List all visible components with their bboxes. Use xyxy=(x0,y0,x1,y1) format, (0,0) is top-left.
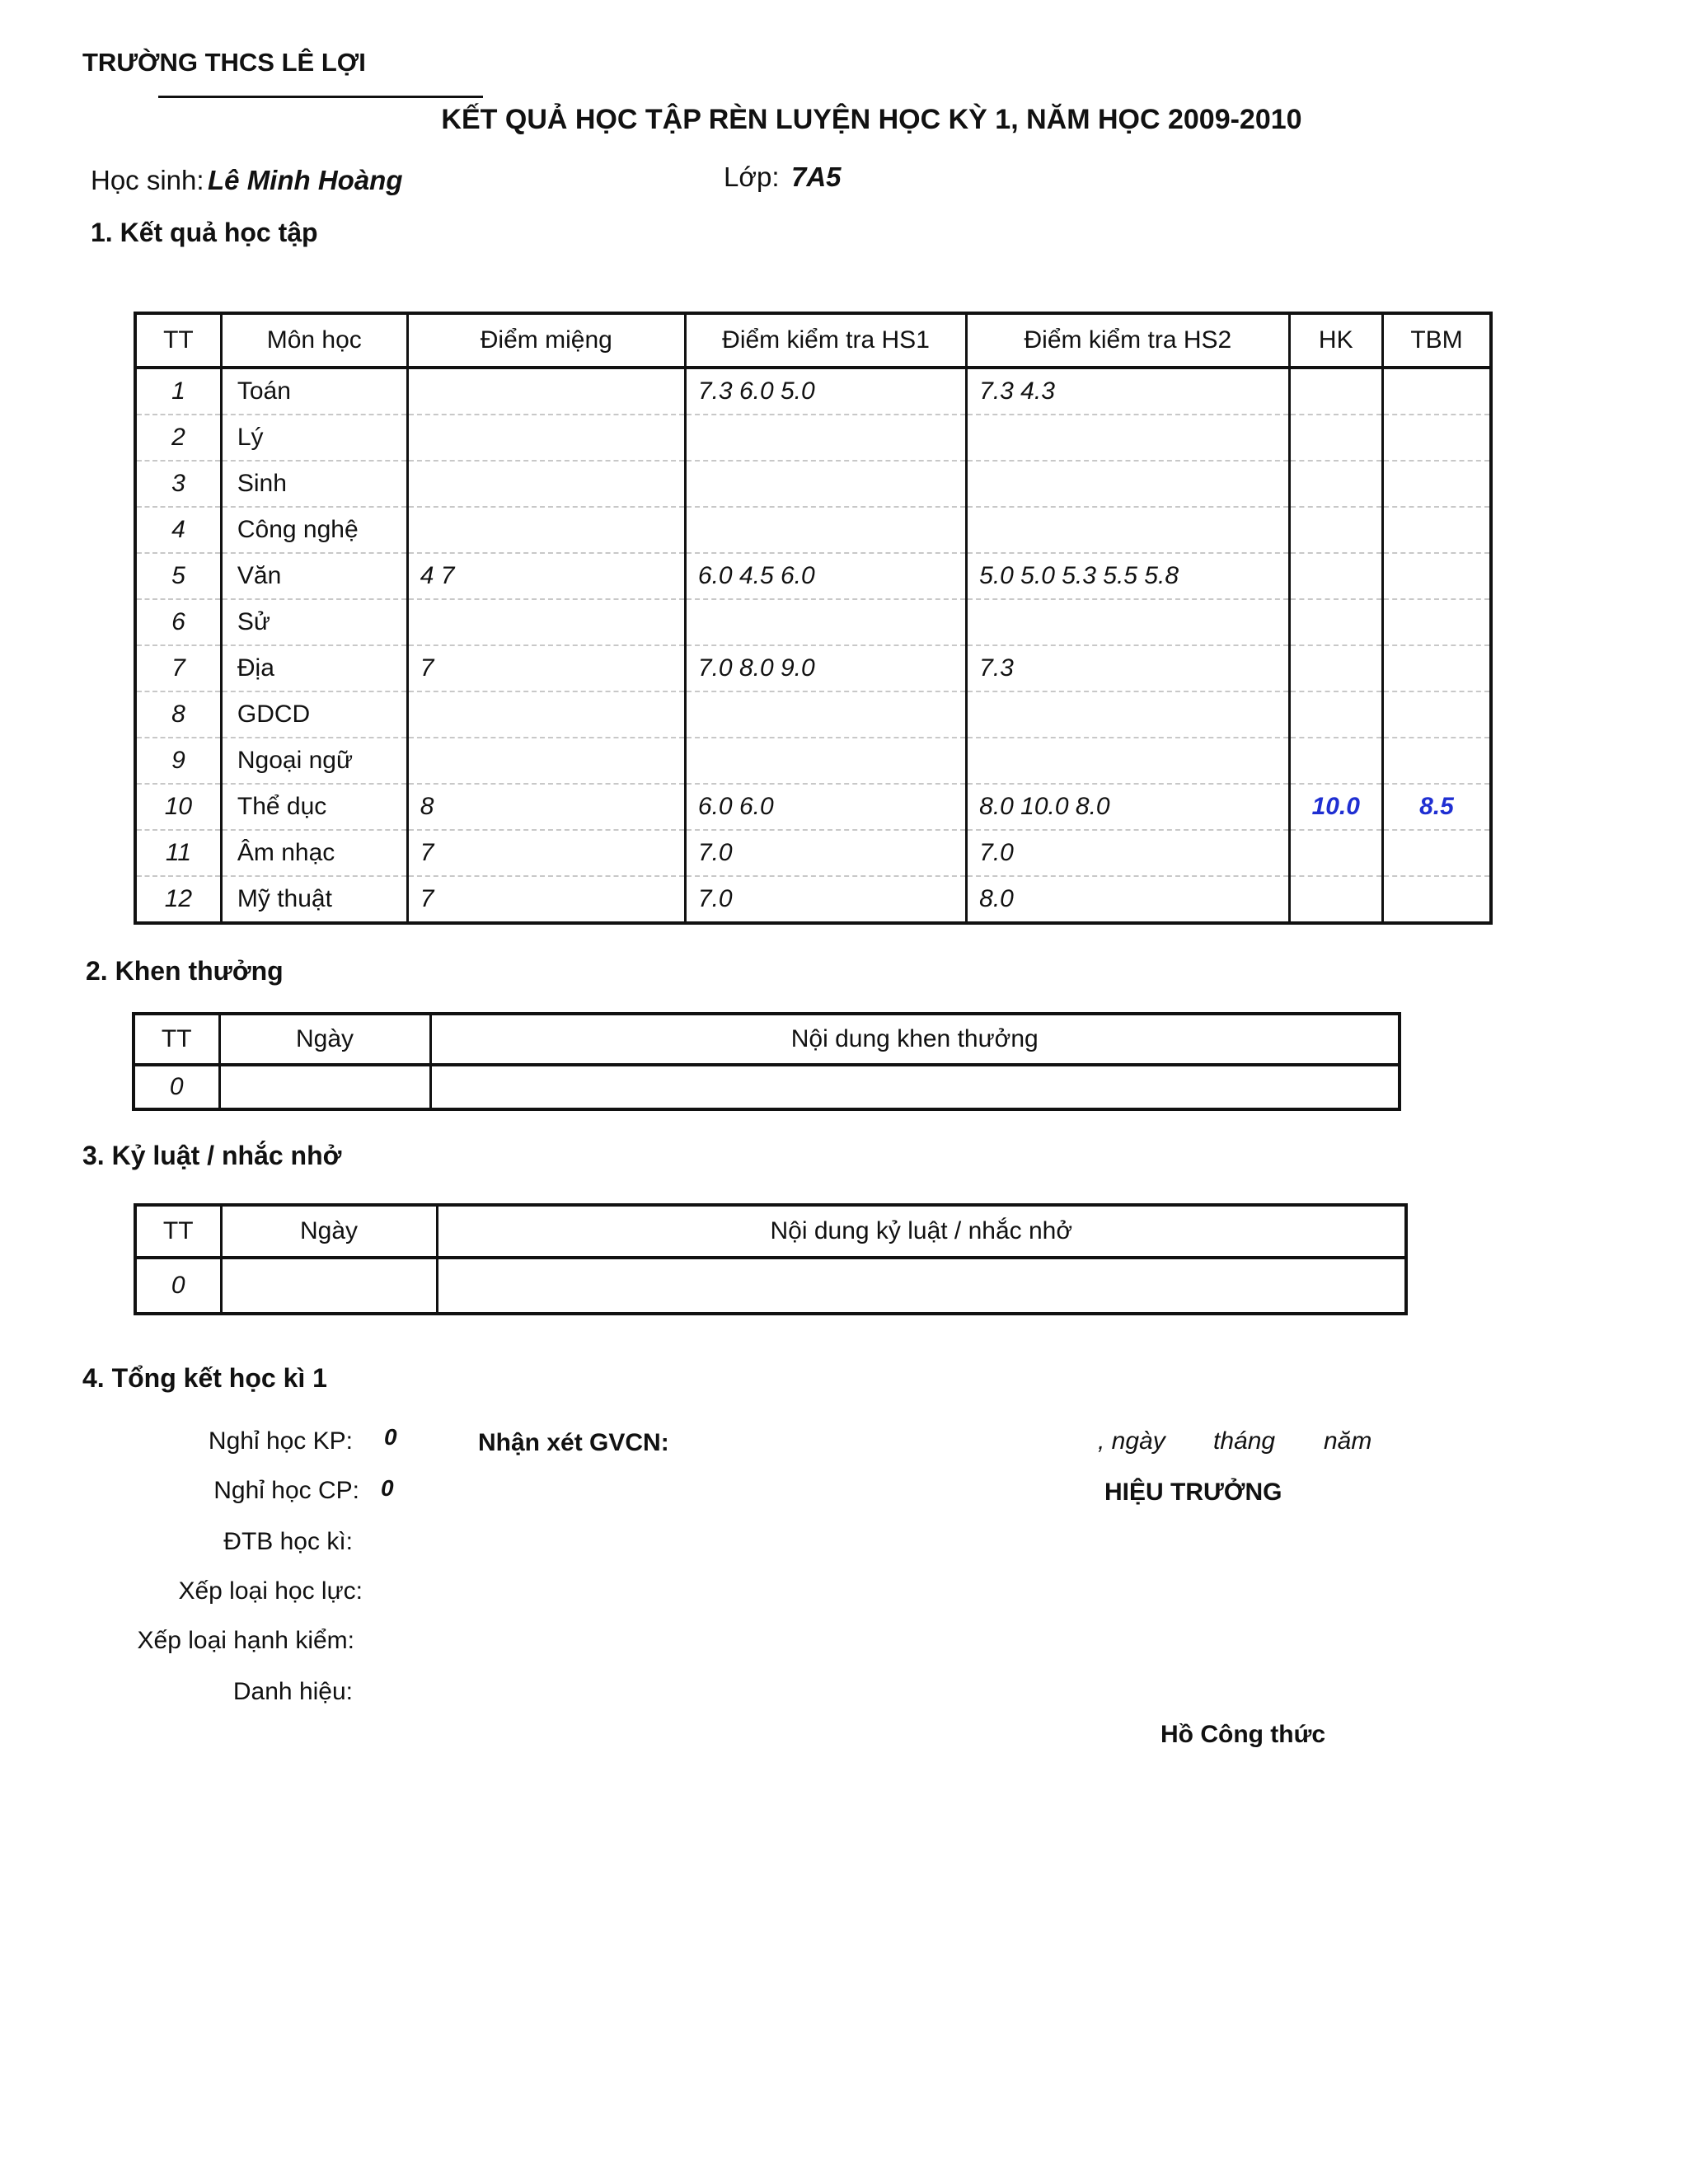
oral-scores: 7 xyxy=(407,830,685,876)
oral-scores: 7 xyxy=(407,645,685,691)
hs2-scores: 8.0 10.0 8.0 xyxy=(967,784,1289,830)
grades-header-row xyxy=(135,313,1491,368)
row-number: 4 xyxy=(135,507,221,553)
hs2-scores: 7.3 4.3 xyxy=(967,368,1289,415)
table-row xyxy=(135,876,1491,923)
hk-score: 10.0 xyxy=(1289,784,1382,830)
hs1-scores xyxy=(685,415,966,461)
tbm-score xyxy=(1382,553,1491,599)
subject-name: Địa xyxy=(221,645,407,691)
tbm-score xyxy=(1382,507,1491,553)
table-row xyxy=(135,553,1491,599)
rewards-row-content xyxy=(430,1065,1400,1109)
oral-scores: 4 7 xyxy=(407,553,685,599)
subject-name: Ngoại ngữ xyxy=(221,738,407,784)
subject-name: Thể dục xyxy=(221,784,407,830)
school-underline xyxy=(158,96,483,98)
oral-scores xyxy=(407,691,685,738)
conduct-rank-label: Xếp loại hạnh kiểm: xyxy=(137,1627,354,1654)
academic-rank-label: Xếp loại học lực: xyxy=(178,1577,363,1605)
hk-score xyxy=(1289,507,1382,553)
discipline-col-content: Nội dung kỷ luật / nhắc nhở xyxy=(437,1205,1406,1258)
table-row xyxy=(135,461,1491,507)
tbm-score: 8.5 xyxy=(1382,784,1491,830)
table-row xyxy=(135,830,1491,876)
hs2-scores: 7.0 xyxy=(967,830,1289,876)
principal-title: HIỆU TRƯỞNG xyxy=(1104,1479,1282,1506)
gpa-label: ĐTB học kì: xyxy=(223,1528,353,1555)
hs1-scores: 6.0 6.0 xyxy=(685,784,966,830)
table-row xyxy=(135,415,1491,461)
absent-kp-value: 0 xyxy=(384,1424,397,1450)
section-2-title: 2. Khen thưởng xyxy=(86,956,284,986)
row-number: 10 xyxy=(135,784,221,830)
subject-name: Toán xyxy=(221,368,407,415)
rewards-col-content: Nội dung khen thưởng xyxy=(430,1014,1400,1065)
hk-score xyxy=(1289,830,1382,876)
class-info xyxy=(724,162,842,193)
table-row xyxy=(135,368,1491,415)
tbm-score xyxy=(1382,830,1491,876)
hs2-scores xyxy=(967,738,1289,784)
rewards-table xyxy=(132,1012,1401,1111)
discipline-row-date xyxy=(221,1258,437,1314)
subject-name: Lý xyxy=(221,415,407,461)
hs2-scores: 7.3 xyxy=(967,645,1289,691)
tbm-score xyxy=(1382,415,1491,461)
row-number: 8 xyxy=(135,691,221,738)
hk-score xyxy=(1289,599,1382,645)
tbm-score xyxy=(1382,876,1491,923)
oral-scores xyxy=(407,415,685,461)
discipline-col-date: Ngày xyxy=(221,1205,437,1258)
rewards-row-tt: 0 xyxy=(134,1065,219,1109)
student-name: Lê Minh Hoàng xyxy=(208,165,403,195)
oral-scores xyxy=(407,599,685,645)
oral-scores xyxy=(407,461,685,507)
oral-scores: 7 xyxy=(407,876,685,923)
col-header-tbm: TBM xyxy=(1382,313,1491,368)
hs1-scores xyxy=(685,738,966,784)
row-number: 7 xyxy=(135,645,221,691)
hs1-scores xyxy=(685,599,966,645)
class-value: 7A5 xyxy=(790,162,842,192)
discipline-row-content xyxy=(437,1258,1406,1314)
hs1-scores: 7.0 xyxy=(685,830,966,876)
table-row xyxy=(135,738,1491,784)
hs2-scores: 5.0 5.0 5.3 5.5 5.8 xyxy=(967,553,1289,599)
class-label: Lớp: xyxy=(724,162,780,192)
subject-name: Công nghệ xyxy=(221,507,407,553)
student-info xyxy=(91,165,403,196)
row-number: 3 xyxy=(135,461,221,507)
tbm-score xyxy=(1382,691,1491,738)
table-row xyxy=(135,507,1491,553)
discipline-table xyxy=(134,1203,1408,1315)
principal-name: Hồ Công thức xyxy=(1160,1721,1326,1748)
section-4-title: 4. Tổng kết học kì 1 xyxy=(82,1363,327,1393)
hk-score xyxy=(1289,876,1382,923)
discipline-col-tt: TT xyxy=(135,1205,221,1258)
tbm-score xyxy=(1382,645,1491,691)
rewards-col-tt: TT xyxy=(134,1014,219,1065)
absent-cp-value: 0 xyxy=(381,1475,394,1501)
row-number: 2 xyxy=(135,415,221,461)
hk-score xyxy=(1289,368,1382,415)
hs2-scores xyxy=(967,507,1289,553)
subject-name: Mỹ thuật xyxy=(221,876,407,923)
teacher-comment-label: Nhận xét GVCN: xyxy=(478,1429,669,1456)
hs2-scores xyxy=(967,461,1289,507)
table-row xyxy=(134,1065,1400,1109)
student-name-label: Học sinh: xyxy=(91,165,204,195)
hs1-scores xyxy=(685,691,966,738)
hs2-scores xyxy=(967,415,1289,461)
school-name: TRƯỜNG THCS LÊ LỢI xyxy=(82,48,366,77)
subject-name: Văn xyxy=(221,553,407,599)
oral-scores: 8 xyxy=(407,784,685,830)
row-number: 1 xyxy=(135,368,221,415)
row-number: 6 xyxy=(135,599,221,645)
table-row xyxy=(135,784,1491,830)
hs2-scores xyxy=(967,691,1289,738)
hs2-scores xyxy=(967,599,1289,645)
col-header-hs1: Điểm kiểm tra HS1 xyxy=(685,313,966,368)
col-header-tt: TT xyxy=(135,313,221,368)
row-number: 9 xyxy=(135,738,221,784)
hk-score xyxy=(1289,553,1382,599)
rewards-col-date: Ngày xyxy=(219,1014,430,1065)
oral-scores xyxy=(407,368,685,415)
date-month-label: tháng xyxy=(1213,1427,1276,1455)
hk-score xyxy=(1289,645,1382,691)
rewards-row-date xyxy=(219,1065,430,1109)
subject-name: Sinh xyxy=(221,461,407,507)
date-year-label: năm xyxy=(1324,1427,1372,1455)
hs2-scores: 8.0 xyxy=(967,876,1289,923)
tbm-score xyxy=(1382,461,1491,507)
section-1-title: 1. Kết quả học tập xyxy=(91,218,318,247)
hk-score xyxy=(1289,461,1382,507)
subject-name: Âm nhạc xyxy=(221,830,407,876)
discipline-header-row xyxy=(135,1205,1406,1258)
page-title: KẾT QUẢ HỌC TẬP RÈN LUYỆN HỌC KỲ 1, NĂM HỌC 2009-2010 xyxy=(441,104,1302,135)
col-header-subject: Môn học xyxy=(221,313,407,368)
date-day-label: , ngày xyxy=(1098,1427,1165,1455)
discipline-row-tt: 0 xyxy=(135,1258,221,1314)
col-header-hs2: Điểm kiểm tra HS2 xyxy=(967,313,1289,368)
subject-name: GDCD xyxy=(221,691,407,738)
hs1-scores: 7.0 8.0 9.0 xyxy=(685,645,966,691)
subject-name: Sử xyxy=(221,599,407,645)
absent-cp-label: Nghỉ học CP: xyxy=(213,1477,359,1504)
hs1-scores: 6.0 4.5 6.0 xyxy=(685,553,966,599)
row-number: 12 xyxy=(135,876,221,923)
tbm-score xyxy=(1382,599,1491,645)
award-title-label: Danh hiệu: xyxy=(232,1678,353,1705)
rewards-header-row xyxy=(134,1014,1400,1065)
tbm-score xyxy=(1382,368,1491,415)
row-number: 5 xyxy=(135,553,221,599)
hk-score xyxy=(1289,691,1382,738)
table-row xyxy=(135,691,1491,738)
hs1-scores xyxy=(685,507,966,553)
hs1-scores xyxy=(685,461,966,507)
oral-scores xyxy=(407,507,685,553)
hk-score xyxy=(1289,415,1382,461)
table-row xyxy=(135,599,1491,645)
tbm-score xyxy=(1382,738,1491,784)
section-3-title: 3. Kỷ luật / nhắc nhở xyxy=(82,1141,342,1170)
grades-table xyxy=(134,312,1493,925)
col-header-oral: Điểm miệng xyxy=(407,313,685,368)
hs1-scores: 7.3 6.0 5.0 xyxy=(685,368,966,415)
table-row xyxy=(135,1258,1406,1314)
row-number: 11 xyxy=(135,830,221,876)
oral-scores xyxy=(407,738,685,784)
absent-kp-label: Nghỉ học KP: xyxy=(208,1427,353,1455)
hs1-scores: 7.0 xyxy=(685,876,966,923)
hk-score xyxy=(1289,738,1382,784)
col-header-hk: HK xyxy=(1289,313,1382,368)
table-row xyxy=(135,645,1491,691)
